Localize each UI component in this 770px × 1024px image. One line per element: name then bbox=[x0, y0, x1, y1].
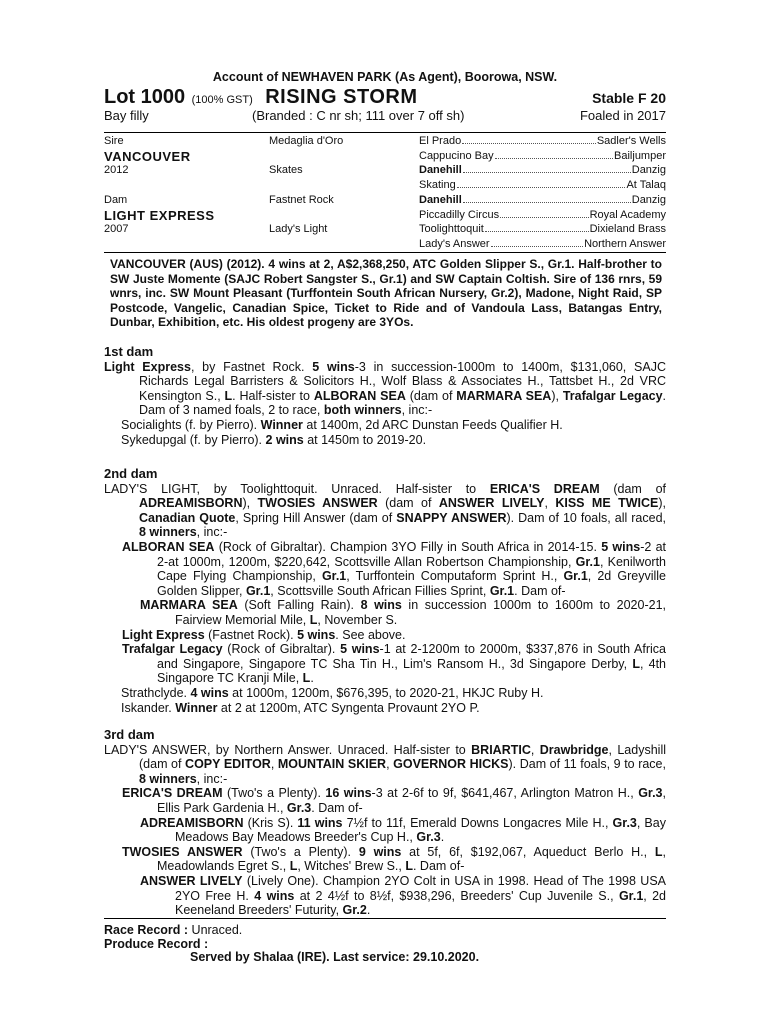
grandsire-paternal: Medaglia d'Oro bbox=[269, 135, 344, 147]
progeny-entry: Trafalgar Legacy (Rock of Gibraltar). 5 wins-1 at 2-1200m to 2000m, $337,876 in South Africa and Singapore, Singapore TC Sha Tin H., Lim's Ransom H., 3d Singapore Derby, L, 4th Singapore TC Kranji Mile, L. bbox=[122, 642, 667, 686]
foaled-year: Foaled in 2017 bbox=[579, 108, 666, 123]
race-record: Race Record : Unraced. bbox=[104, 923, 243, 937]
pedigree-ancestor: Lady's Answer Northern Answer bbox=[419, 238, 666, 250]
third-dam-section bbox=[104, 728, 666, 918]
second-dam-section bbox=[104, 467, 666, 715]
dam-year: 2007 bbox=[104, 223, 129, 235]
granddam-paternal: Skates bbox=[269, 164, 303, 176]
pedigree-ancestor: Toolighttoquit Dixieland Brass bbox=[419, 223, 666, 235]
pedigree-ancestor: Danehill Danzig bbox=[419, 194, 666, 206]
progeny-entry: TWOSIES ANSWER (Two's a Plenty). 9 wins at 5f, 6f, $192,067, Aqueduct Berlo H., L, Meadowlands Egret S., L, Witches' Brew S., L. Dam of- bbox=[122, 844, 666, 874]
brand-note: (Branded : C nr sh; 111 over 7 off sh) bbox=[252, 108, 465, 123]
horse-sex: Bay filly bbox=[104, 108, 149, 123]
grandsire-maternal: Fastnet Rock bbox=[269, 194, 334, 206]
vendor-account: Account of NEWHAVEN PARK (As Agent), Boorowa, NSW. bbox=[212, 70, 558, 84]
progeny-entry: Sykedupgal (f. by Pierro). 2 wins at 1450m to 2019-20. bbox=[121, 432, 427, 447]
progeny-entry: ERICA'S DREAM (Two's a Plenty). 16 wins-3 at 2-6f to 9f, $641,467, Arlington Matron H., Gr.3, Ellis Park Gardenia H., Gr.3. Dam of- bbox=[122, 786, 666, 815]
sire-summary: VANCOUVER (AUS) (2012). 4 wins at 2, A$2,368,250, ATC Golden Slipper S., Gr.1. Half-brother to SW Juste Momente (SAJC Robert Sangster S., Gr.1) and SW Captain Coltish. Sire of 136 rnrs, 59 wnrs, inc. SW Mount Pleasant (Turffontein South African Nursery, Gr.2), Madone, Night Raid, SP Postcode, Vangelic, Canadian Spice, Ticket to Ride and of Vandoula Lass, Batangas Entry, Dunbar, Exhibition, etc. His oldest progeny are 3YOs. bbox=[110, 257, 662, 329]
dam-name: LIGHT EXPRESS bbox=[104, 208, 215, 223]
progeny-entry: Strathclyde. 4 wins at 1000m, 1200m, $676,395, to 2020-21, HKJC Ruby H. bbox=[121, 685, 544, 700]
produce-record: Produce Record : bbox=[104, 936, 209, 951]
pedigree-ancestor: El Prado Sadler's Wells bbox=[419, 135, 666, 147]
section-heading: 1st dam bbox=[104, 344, 154, 359]
progeny-entry: MARMARA SEA (Soft Falling Rain). 8 wins in succession 1000m to 1600m to 2020-21, Fairview Memorial Mile, L, November S. bbox=[140, 598, 666, 627]
divider bbox=[104, 252, 666, 253]
sire-label: Sire bbox=[104, 135, 124, 147]
service-note: Served by Shalaa (IRE). Last service: 29.10.2020. bbox=[190, 950, 480, 964]
pedigree-ancestor: Piccadilly Circus Royal Academy bbox=[419, 209, 666, 221]
records-footer bbox=[104, 924, 666, 965]
first-dam-section bbox=[104, 345, 666, 447]
lot-number: Lot 1000 bbox=[104, 86, 186, 108]
progeny-entry: ALBORAN SEA (Rock of Gibraltar). Champion 3YO Filly in South Africa in 2014-15. 5 wins-2 at 2-at 1000m, 1200m, $220,642, Scottsville Allan Robertson Championship, Gr.1, Kenilworth Cape Flying Championship, Gr.1, Turffontein Computaform Sprint H., Gr.1, 2d Greyville Golden Slipper, Gr.1, Scottsville South African Fillies Sprint, Gr.1. Dam of- bbox=[122, 539, 667, 598]
progeny-entry: ADREAMISBORN (Kris S). 11 wins 7½f to 11f, Emerald Downs Longacres Mile H., Gr.3, Bay Meadows Bay Meadows Breeder's Cup H., Gr.3. bbox=[140, 815, 666, 845]
pedigree-table bbox=[104, 133, 666, 251]
lot-line bbox=[104, 86, 666, 109]
progeny-entry: Light Express (Fastnet Rock). 5 wins. See above. bbox=[122, 627, 406, 642]
dam-label: Dam bbox=[104, 194, 128, 206]
pedigree-ancestor: Skating At Talaq bbox=[419, 179, 666, 191]
horse-details bbox=[104, 108, 666, 123]
section-heading: 3rd dam bbox=[104, 727, 155, 742]
progeny-entry: ANSWER LIVELY (Lively One). Champion 2YO Colt in USA in 1998. Head of The 1998 USA 2YO Free H. 4 wins at 2 4½f to 8½f, $938,296, Breeders' Cup Juvenile S., Gr.1, 2d Keeneland Breeders' Futurity, Gr.2. bbox=[140, 873, 667, 918]
dam-entry: LADY'S LIGHT, by Toolighttoquit. Unraced. Half-sister to ERICA'S DREAM (dam of ADREAMISBORN), TWOSIES ANSWER (dam of ANSWER LIVELY, KISS ME TWICE), Canadian Quote, Spring Hill Answer (dam of SNAPPY ANSWER). Dam of 10 foals, all raced, 8 winners, inc:- bbox=[104, 481, 666, 540]
dam-entry: Light Express, by Fastnet Rock. 5 wins-3 in succession-1000m to 1400m, $131,060, SAJC Richards Legal Barristers & Solicitors H., Wolf Blass & Associates H., Tattsbet H., 2d VRC Kensington S., L. Half-sister to ALBORAN SEA (dam of MARMARA SEA), Trafalgar Legacy. Dam of 3 named foals, 2 to race, both winners, inc:- bbox=[104, 359, 667, 418]
progeny-entry: Socialights (f. by Pierro). Winner at 1400m, 2d ARC Dunstan Feeds Qualifier H. bbox=[121, 417, 563, 432]
pedigree-ancestor: Cappucino Bay Bailjumper bbox=[419, 150, 666, 162]
sire-name: VANCOUVER bbox=[104, 149, 191, 164]
stable-number: Stable F 20 bbox=[592, 90, 666, 106]
granddam-maternal: Lady's Light bbox=[269, 223, 328, 235]
pedigree-ancestor: Danehill Danzig bbox=[419, 164, 666, 176]
horse-name: RISING STORM bbox=[265, 86, 418, 108]
sire-year: 2012 bbox=[104, 164, 129, 176]
section-heading: 2nd dam bbox=[104, 466, 158, 481]
gst-note: (100% GST) bbox=[191, 94, 253, 106]
divider bbox=[104, 918, 666, 919]
progeny-entry: Iskander. Winner at 2 at 1200m, ATC Syngenta Provaunt 2YO P. bbox=[121, 700, 480, 715]
dam-entry: LADY'S ANSWER, by Northern Answer. Unraced. Half-sister to BRIARTIC, Drawbridge, Ladyshill (dam of COPY EDITOR, MOUNTAIN SKIER, GOVERNOR HICKS). Dam of 11 foals, 9 to race, 8 winners, inc:- bbox=[104, 742, 666, 786]
